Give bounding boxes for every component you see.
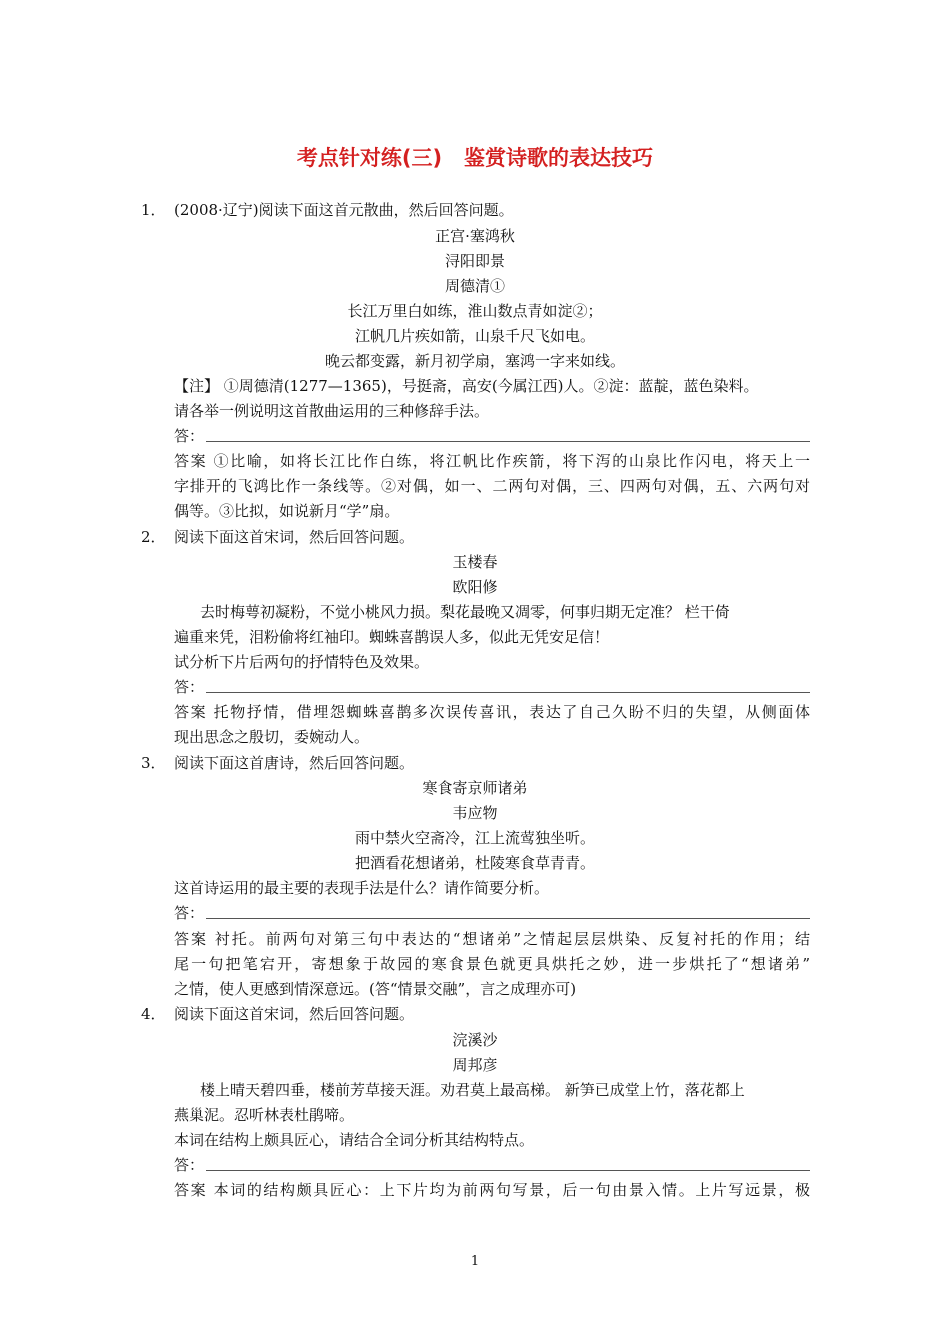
- question-1-number: 1．: [141, 201, 166, 219]
- poem-2-title: 玉楼春: [452, 553, 498, 571]
- answer-3-field[interactable]: [174, 903, 810, 923]
- poem-3-line-1: 雨中禁火空斋冷，江上流莺独坐听。: [354, 829, 595, 847]
- page-number: 1: [470, 1254, 480, 1269]
- answer-4-line-1: 答案 本词的结构颇具匠心：上下片均为前两句写景，后一句由景入情。上片写远景，极: [174, 1181, 810, 1199]
- answer-2-line-1: 答案 托物抒情，借埋怨蜘蛛喜鹊多次误传喜讯，表达了自己久盼不归的失望，从侧面体: [174, 703, 810, 721]
- poem-4-author: 周邦彦: [452, 1056, 498, 1074]
- answer-4-field[interactable]: [174, 1155, 810, 1175]
- answer-3-line-3: 之情，使人更感到情深意远。(答“情景交融”，言之成理亦可): [174, 980, 577, 998]
- answer-rule: [206, 441, 810, 442]
- poem-1-note: 【注】 ①周德清(1277—1365)，号挺斋，高安(今属江西)人。②淀：蓝靛，蓝色染料。: [174, 377, 759, 395]
- poem-3-title: 寒食寄京师诸弟: [422, 779, 528, 797]
- question-4-text: 本词在结构上颇具匠心，请结合全词分析其结构特点。: [174, 1131, 535, 1149]
- question-1-prompt: (2008·辽宁)阅读下面这首元散曲，然后回答问题。: [174, 201, 514, 219]
- poem-1-line-3: 晚云都变露，新月初学扇，塞鸿一字来如线。: [324, 352, 625, 370]
- poem-2-text-line-1: 去时梅萼初凝粉，不觉小桃风力损。梨花最晚又凋零，何事归期无定准？ 栏干倚: [200, 603, 730, 621]
- answer-label: 答：: [174, 904, 205, 922]
- answer-rule: [206, 1170, 810, 1171]
- poem-1-line-2: 江帆几片疾如箭，山泉千尺飞如电。: [354, 327, 595, 345]
- question-2-text: 试分析下片后两句的抒情特色及效果。: [174, 653, 430, 671]
- question-3-text: 这首诗运用的最主要的表现手法是什么？请作简要分析。: [174, 879, 550, 897]
- poem-3-author: 韦应物: [452, 804, 498, 822]
- poem-1-subtitle: 浔阳即景: [444, 252, 505, 270]
- question-2-number: 2．: [141, 528, 166, 546]
- answer-label: 答：: [174, 678, 205, 696]
- answer-rule: [206, 918, 810, 919]
- poem-4-title: 浣溪沙: [452, 1031, 498, 1049]
- answer-2-field[interactable]: [174, 677, 810, 697]
- answer-3-line-1: 答案 衬托。前两句对第三句中表达的“想诸弟”之情起层层烘染、反复衬托的作用；结: [174, 930, 810, 948]
- answer-2-line-2: 现出思念之殷切，委婉动人。: [174, 728, 370, 746]
- poem-4-text-line-1: 楼上晴天碧四垂，楼前芳草接天涯。劝君莫上最高梯。 新笋已成堂上竹，落花都上: [200, 1081, 745, 1099]
- question-4-number: 4．: [141, 1005, 166, 1023]
- question-2-prompt: 阅读下面这首宋词，然后回答问题。: [174, 528, 415, 546]
- answer-1-field[interactable]: [174, 426, 810, 446]
- poem-1-author: 周德清①: [444, 277, 505, 295]
- poem-3-line-2: 把酒看花想诸弟，杜陵寒食草青青。: [354, 854, 595, 872]
- answer-3-line-2: 尾一句把笔宕开，寄想象于故园的寒食景色就更具烘托之妙，进一步烘托了“想诸弟”: [174, 955, 810, 973]
- poem-1-line-1: 长江万里白如练，淮山数点青如淀②；: [347, 302, 603, 320]
- poem-2-text-line-2: 遍重来凭，泪粉偷将红袖印。蜘蛛喜鹊误人多，似此无凭安足信！: [174, 628, 610, 646]
- question-3-number: 3．: [141, 754, 166, 772]
- question-1-text: 请各举一例说明这首散曲运用的三种修辞手法。: [174, 402, 490, 420]
- answer-1-line-1: 答案 ①比喻，如将长江比作白练，将江帆比作疾箭，将下泻的山泉比作闪电，将天上一: [174, 452, 810, 470]
- poem-1-title: 正宫·塞鸿秋: [435, 227, 515, 245]
- poem-2-author: 欧阳修: [452, 578, 498, 596]
- page-title: 考点针对练(三) 鉴赏诗歌的表达技巧: [296, 146, 654, 170]
- answer-1-line-2: 字排开的飞鸿比作一条线等。②对偶，如一、二两句对偶，三、四两句对偶，五、六两句对: [174, 477, 810, 495]
- poem-4-text-line-2: 燕巢泥。忍听林表杜鹃啼。: [174, 1106, 355, 1124]
- question-4-prompt: 阅读下面这首宋词，然后回答问题。: [174, 1005, 415, 1023]
- answer-rule: [206, 692, 810, 693]
- question-3-prompt: 阅读下面这首唐诗，然后回答问题。: [174, 754, 415, 772]
- answer-label: 答：: [174, 427, 205, 445]
- answer-1-line-3: 偶等。③比拟，如说新月“学”扇。: [174, 502, 400, 520]
- answer-label: 答：: [174, 1156, 205, 1174]
